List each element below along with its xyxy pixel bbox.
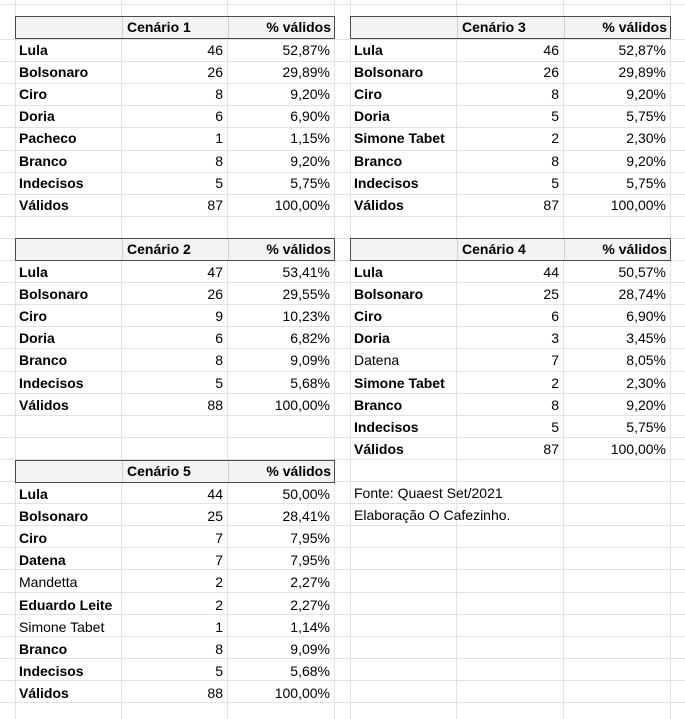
pct-cell[interactable]: 1,15%: [290, 130, 330, 146]
header-pct-cell[interactable]: % válidos: [228, 461, 335, 482]
votes-cell[interactable]: 6: [215, 330, 223, 346]
votes-cell[interactable]: 44: [207, 486, 223, 502]
table-header-row: [15, 460, 335, 483]
pct-cell[interactable]: 52,87%: [282, 42, 330, 58]
votes-cell[interactable]: 44: [543, 264, 559, 280]
candidate-cell[interactable]: Bolsonaro: [19, 286, 89, 302]
row-gridline: [0, 216, 685, 217]
row-gridline: [0, 4, 685, 5]
candidate-cell[interactable]: Simone Tabet: [354, 375, 445, 391]
votes-cell[interactable]: 47: [207, 264, 223, 280]
pct-cell[interactable]: 2,27%: [290, 597, 330, 613]
pct-cell[interactable]: 100,00%: [274, 197, 330, 213]
votes-cell[interactable]: 25: [543, 286, 559, 302]
pct-cell[interactable]: 9,09%: [290, 352, 330, 368]
table-header-row: [15, 16, 335, 39]
votes-cell[interactable]: 8: [215, 86, 223, 102]
pct-cell[interactable]: 9,20%: [626, 397, 666, 413]
header-pct-cell[interactable]: % válidos: [228, 17, 335, 38]
pct-cell[interactable]: 5,75%: [626, 419, 666, 435]
pct-cell[interactable]: 50,00%: [282, 486, 330, 502]
pct-cell[interactable]: 52,87%: [618, 42, 666, 58]
pct-cell[interactable]: 53,41%: [282, 264, 330, 280]
header-scenario-cell[interactable]: Cenário 2: [122, 239, 228, 260]
candidate-cell[interactable]: Lula: [19, 264, 48, 280]
credit-note-cell[interactable]: Elaboração O Cafezinho.: [354, 507, 511, 523]
candidate-cell[interactable]: Branco: [354, 397, 403, 413]
pct-cell[interactable]: 3,45%: [626, 330, 666, 346]
candidate-cell[interactable]: Mandetta: [19, 574, 78, 590]
pct-cell[interactable]: 1,14%: [290, 619, 330, 635]
votes-cell[interactable]: 87: [207, 197, 223, 213]
candidate-cell[interactable]: Branco: [354, 153, 403, 169]
votes-cell[interactable]: 25: [207, 508, 223, 524]
votes-cell[interactable]: 2: [215, 574, 223, 590]
header-blank-cell[interactable]: [16, 17, 122, 38]
pct-cell[interactable]: 100,00%: [610, 197, 666, 213]
candidate-cell[interactable]: Datena: [354, 352, 400, 368]
pct-cell[interactable]: 29,89%: [282, 64, 330, 80]
column-gridline: [670, 0, 671, 719]
candidate-cell[interactable]: Lula: [354, 264, 383, 280]
votes-cell[interactable]: 6: [551, 308, 559, 324]
votes-cell[interactable]: 2: [551, 130, 559, 146]
candidate-cell[interactable]: Indecisos: [354, 175, 419, 191]
pct-cell[interactable]: 100,00%: [610, 441, 666, 457]
candidate-cell[interactable]: Simone Tabet: [19, 619, 105, 635]
candidate-cell[interactable]: Bolsonaro: [354, 286, 424, 302]
table-header-row: [350, 238, 671, 261]
header-blank-cell[interactable]: [16, 461, 122, 482]
votes-cell[interactable]: 8: [551, 153, 559, 169]
pct-cell[interactable]: 9,20%: [626, 86, 666, 102]
candidate-cell[interactable]: Ciro: [19, 308, 47, 324]
candidate-cell[interactable]: Branco: [19, 153, 68, 169]
pct-cell[interactable]: 10,23%: [282, 308, 330, 324]
pct-cell[interactable]: 29,89%: [618, 64, 666, 80]
votes-cell[interactable]: 46: [543, 42, 559, 58]
votes-cell[interactable]: 8: [551, 86, 559, 102]
pct-cell[interactable]: 7,95%: [290, 552, 330, 568]
votes-cell[interactable]: 8: [215, 153, 223, 169]
column-gridline: [334, 0, 335, 719]
votes-cell[interactable]: 6: [215, 108, 223, 124]
pct-cell[interactable]: 5,75%: [626, 175, 666, 191]
votes-cell[interactable]: 88: [207, 397, 223, 413]
candidate-cell[interactable]: Doria: [354, 108, 390, 124]
header-pct-cell[interactable]: % válidos: [564, 17, 671, 38]
candidate-cell[interactable]: Datena: [19, 552, 66, 568]
votes-cell[interactable]: 7: [551, 352, 559, 368]
pct-cell[interactable]: 9,20%: [626, 153, 666, 169]
pct-cell[interactable]: 2,27%: [290, 574, 330, 590]
votes-cell[interactable]: 7: [215, 530, 223, 546]
pct-cell[interactable]: 29,55%: [282, 286, 330, 302]
votes-cell[interactable]: 5: [551, 175, 559, 191]
votes-cell[interactable]: 9: [215, 308, 223, 324]
header-scenario-cell[interactable]: Cenário 1: [122, 17, 228, 38]
votes-cell[interactable]: 87: [543, 441, 559, 457]
votes-cell[interactable]: 5: [215, 375, 223, 391]
pct-cell[interactable]: 2,30%: [626, 375, 666, 391]
header-blank-cell[interactable]: [351, 239, 457, 260]
pct-cell[interactable]: 9,20%: [290, 86, 330, 102]
votes-cell[interactable]: 5: [215, 175, 223, 191]
votes-cell[interactable]: 7: [215, 552, 223, 568]
candidate-cell[interactable]: Eduardo Leite: [19, 597, 113, 613]
candidate-cell[interactable]: Indecisos: [19, 175, 84, 191]
votes-cell[interactable]: 5: [551, 419, 559, 435]
pct-cell[interactable]: 28,74%: [618, 286, 666, 302]
candidate-cell[interactable]: Pacheco: [19, 130, 77, 146]
votes-cell[interactable]: 3: [551, 330, 559, 346]
candidate-cell[interactable]: Bolsonaro: [19, 64, 89, 80]
header-blank-cell[interactable]: [16, 239, 122, 260]
votes-cell[interactable]: 88: [207, 685, 223, 701]
header-scenario-cell[interactable]: Cenário 4: [457, 239, 564, 260]
candidate-cell[interactable]: Doria: [354, 330, 390, 346]
votes-cell[interactable]: 26: [207, 64, 223, 80]
table-header-row: [15, 238, 335, 261]
votes-cell[interactable]: 26: [543, 64, 559, 80]
header-blank-cell[interactable]: [351, 17, 457, 38]
candidate-cell[interactable]: Válidos: [19, 685, 69, 701]
candidate-cell[interactable]: Indecisos: [19, 663, 84, 679]
header-pct-cell[interactable]: % válidos: [228, 239, 335, 260]
candidate-cell[interactable]: Indecisos: [354, 419, 419, 435]
header-scenario-cell[interactable]: Cenário 5: [122, 461, 228, 482]
pct-cell[interactable]: 6,90%: [290, 108, 330, 124]
source-note-cell[interactable]: Fonte: Quaest Set/2021: [354, 485, 503, 501]
votes-cell[interactable]: 5: [215, 663, 223, 679]
votes-cell[interactable]: 8: [551, 397, 559, 413]
candidate-cell[interactable]: Branco: [19, 641, 68, 657]
votes-cell[interactable]: 8: [215, 641, 223, 657]
candidate-cell[interactable]: Lula: [19, 42, 48, 58]
votes-cell[interactable]: 8: [215, 352, 223, 368]
table-header-row: [350, 16, 671, 39]
pct-cell[interactable]: 9,20%: [290, 153, 330, 169]
header-scenario-cell[interactable]: Cenário 3: [457, 17, 564, 38]
votes-cell[interactable]: 5: [551, 108, 559, 124]
candidate-cell[interactable]: Indecisos: [19, 375, 84, 391]
pct-cell[interactable]: 9,09%: [290, 641, 330, 657]
candidate-cell[interactable]: Simone Tabet: [354, 130, 445, 146]
pct-cell[interactable]: 100,00%: [274, 685, 330, 701]
candidate-cell[interactable]: Lula: [19, 486, 48, 502]
pct-cell[interactable]: 5,68%: [290, 375, 330, 391]
candidate-cell[interactable]: Lula: [354, 42, 383, 58]
candidate-cell[interactable]: Válidos: [19, 397, 69, 413]
votes-cell[interactable]: 46: [207, 42, 223, 58]
candidate-cell[interactable]: Doria: [19, 330, 55, 346]
pct-cell[interactable]: 5,75%: [626, 108, 666, 124]
candidate-cell[interactable]: Ciro: [19, 86, 47, 102]
candidate-cell[interactable]: Ciro: [19, 530, 47, 546]
votes-cell[interactable]: 87: [543, 197, 559, 213]
candidate-cell[interactable]: Válidos: [354, 197, 404, 213]
pct-cell[interactable]: 6,90%: [626, 308, 666, 324]
pct-cell[interactable]: 2,30%: [626, 130, 666, 146]
pct-cell[interactable]: 5,68%: [290, 663, 330, 679]
candidate-cell[interactable]: Bolsonaro: [19, 508, 89, 524]
pct-cell[interactable]: 5,75%: [290, 175, 330, 191]
candidate-cell[interactable]: Válidos: [19, 197, 69, 213]
pct-cell[interactable]: 50,57%: [618, 264, 666, 280]
pct-cell[interactable]: 6,82%: [290, 330, 330, 346]
candidate-cell[interactable]: Bolsonaro: [354, 64, 424, 80]
pct-cell[interactable]: 8,05%: [626, 352, 666, 368]
pct-cell[interactable]: 100,00%: [274, 397, 330, 413]
candidate-cell[interactable]: Válidos: [354, 441, 404, 457]
candidate-cell[interactable]: Branco: [19, 352, 68, 368]
votes-cell[interactable]: 2: [215, 597, 223, 613]
header-pct-cell[interactable]: % válidos: [564, 239, 671, 260]
votes-cell[interactable]: 26: [207, 286, 223, 302]
candidate-cell[interactable]: Ciro: [354, 86, 382, 102]
votes-cell[interactable]: 1: [215, 130, 223, 146]
pct-cell[interactable]: 7,95%: [290, 530, 330, 546]
pct-cell[interactable]: 28,41%: [282, 508, 330, 524]
votes-cell[interactable]: 2: [551, 375, 559, 391]
candidate-cell[interactable]: Doria: [19, 108, 55, 124]
candidate-cell[interactable]: Ciro: [354, 308, 382, 324]
votes-cell[interactable]: 1: [215, 619, 223, 635]
